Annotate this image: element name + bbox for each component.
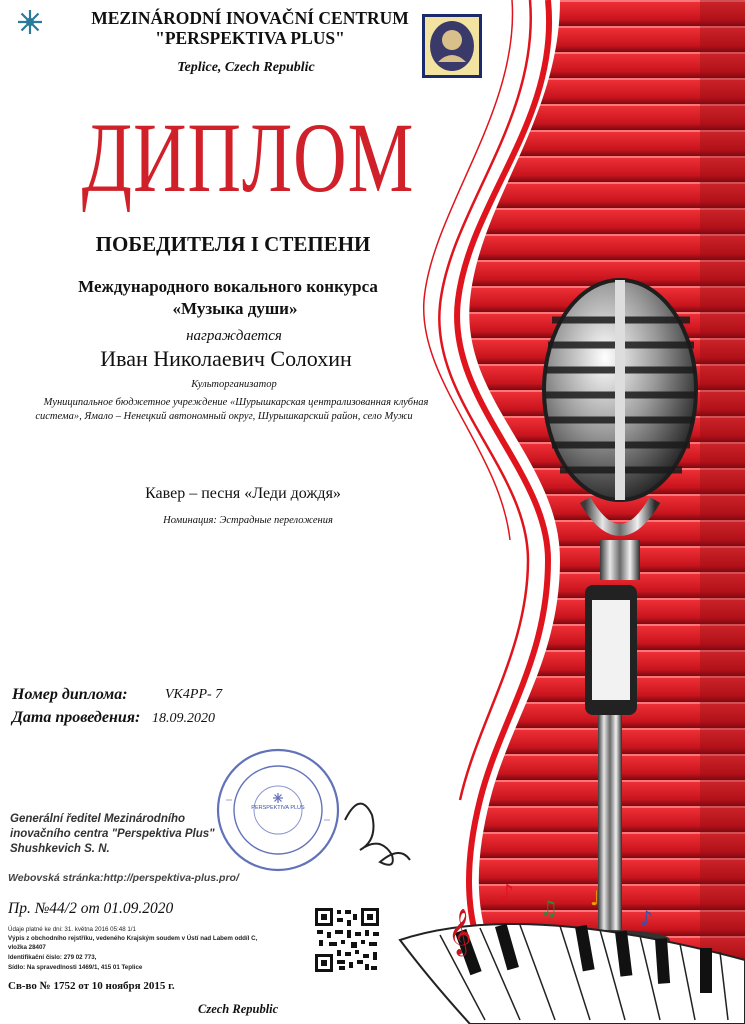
director-title-line1: Generální ředitel Mezinárodního bbox=[10, 813, 186, 825]
svg-text:♪: ♪ bbox=[640, 906, 653, 930]
svg-text:♫: ♫ bbox=[540, 896, 558, 920]
director-signature bbox=[345, 804, 410, 865]
contest-name-line1: Международного вокального конкурса bbox=[78, 277, 378, 296]
portrait-emblem bbox=[422, 14, 482, 78]
diploma-title: ДИПЛОМ bbox=[81, 103, 415, 215]
recipient-name: Иван Николаевич Солохин bbox=[100, 346, 352, 371]
stamp-center-text: PERSPEKTIVA PLUS bbox=[251, 805, 305, 811]
registry-line1: Údaje platné ke dni: 31. května 2016 05:48 1/1 bbox=[8, 926, 136, 933]
director-title-line2: inovačního centra "Perspektiva Plus" bbox=[10, 828, 215, 840]
qr-code bbox=[315, 908, 379, 972]
registry-line5: Sídlo: Na spravedlnosti 1469/1, 415 01 Teplice bbox=[8, 964, 143, 971]
order-number: Пр. №44/2 от 01.09.2020 bbox=[8, 900, 174, 917]
nomination: Номинация: Эстрадные переложения bbox=[163, 515, 333, 526]
registry-line2: Výpis z obchodního rejstříku, vedeného Krajským soudem v Ústí nad Labem oddíl C, bbox=[8, 935, 258, 942]
diploma-number-label: Номер диплома: bbox=[12, 686, 128, 703]
director-name: Shushkevich S. N. bbox=[10, 843, 110, 855]
diploma-number-value: VK4PP- 7 bbox=[165, 687, 223, 702]
country-footer: Czech Republic bbox=[198, 1002, 279, 1016]
org-name-line1: MEZINÁRODNÍ INOVAČNÍ CENTRUM bbox=[91, 8, 409, 28]
awarded-label: награждается bbox=[186, 328, 282, 344]
event-date-label: Дата проведения: bbox=[12, 709, 141, 726]
certificate-number: Св-во № 1752 от 10 ноября 2015 г. bbox=[8, 980, 175, 992]
svg-text:𝄞: 𝄞 bbox=[448, 909, 472, 955]
svg-text:♩: ♩ bbox=[590, 886, 600, 910]
registry-line3: vložka 28407 bbox=[8, 944, 46, 951]
registry-line4: Identifikační číslo: 279 02 773, bbox=[8, 954, 97, 961]
org-city: Teplice, Czech Republic bbox=[177, 60, 315, 75]
snowflake-logo-icon bbox=[18, 10, 42, 34]
institution-line1: Муниципальное бюджетное учреждение «Шурышкарская централизованная клубная bbox=[43, 397, 429, 408]
website-link[interactable]: Webovská stránka:http://perspektiva-plus.pro/ bbox=[8, 872, 239, 884]
institution-line2: система», Ямало – Ненецкий автономный округ, Шурышкарский район, село Мужи bbox=[35, 411, 413, 422]
event-date-value: 18.09.2020 bbox=[152, 711, 215, 726]
performance-title: Кавер – песня «Леди дождя» bbox=[145, 485, 341, 502]
winner-degree: ПОБЕДИТЕЛЯ I СТЕПЕНИ bbox=[95, 232, 371, 256]
recipient-role: Культорганизатор bbox=[191, 379, 277, 390]
contest-name-line2: «Музыка души» bbox=[172, 299, 298, 318]
org-name-line2: "PERSPEKTIVA PLUS" bbox=[155, 28, 345, 48]
svg-text:♪: ♪ bbox=[500, 881, 515, 906]
